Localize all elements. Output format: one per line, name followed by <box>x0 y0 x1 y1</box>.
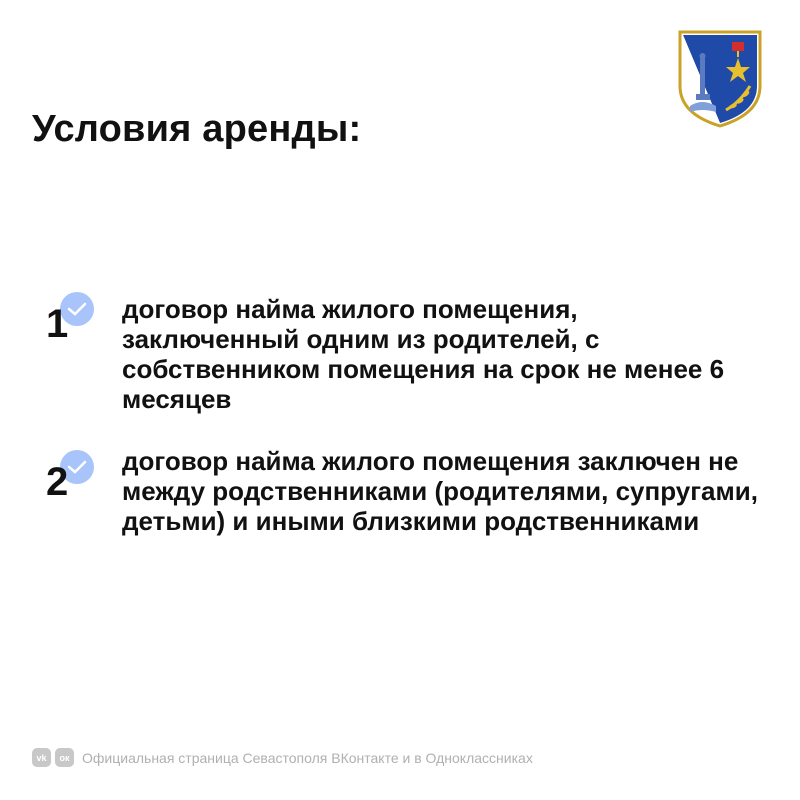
vk-icon[interactable]: vk <box>32 748 51 767</box>
footer <box>32 748 533 767</box>
item-text: договор найма жилого помещения заключен не между родственниками (родителями, супругами, детьми) и иными близкими родственниками <box>122 446 758 536</box>
coat-of-arms-icon <box>676 28 764 128</box>
page-title: Условия аренды: <box>32 108 362 150</box>
item-number: 1 <box>46 302 69 346</box>
item-number: 2 <box>46 460 69 504</box>
item-text: договор найма жилого помещения, заключенный одним из родителей, с собственником помещения на срок не менее 6 месяцев <box>122 294 725 414</box>
footer-text: Официальная страница Севастополя ВКонтакте и в Одноклассниках <box>82 749 533 766</box>
odnoklassniki-icon[interactable]: ок <box>55 748 74 767</box>
